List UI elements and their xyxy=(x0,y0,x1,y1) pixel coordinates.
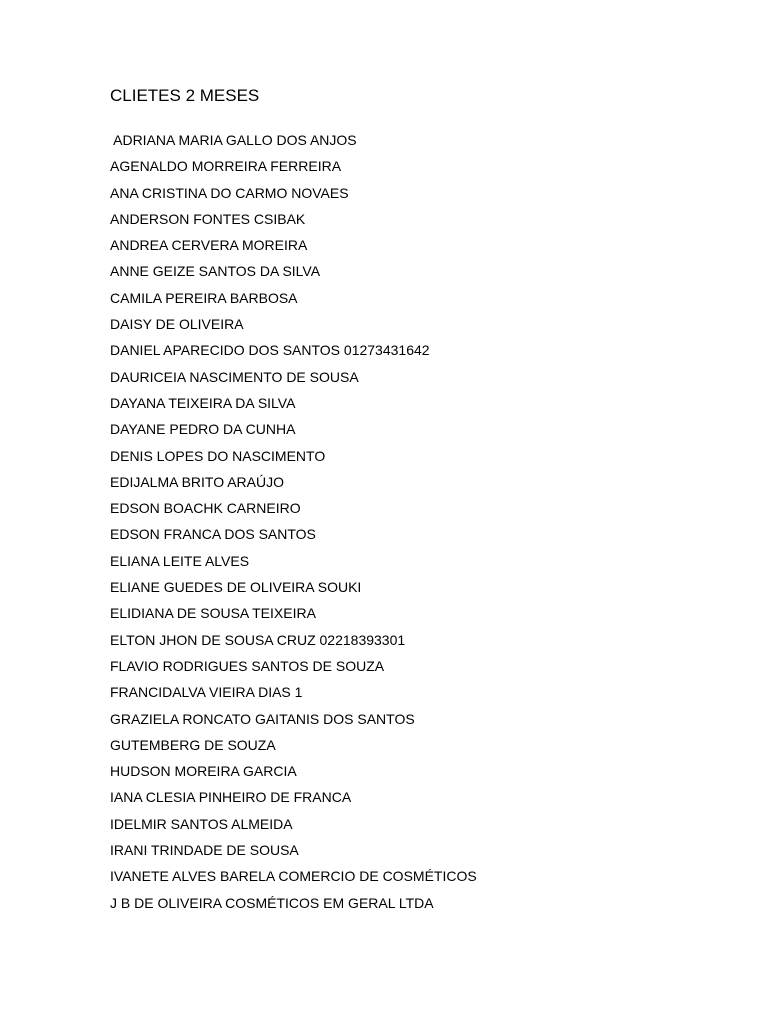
client-name-item: DANIEL APARECIDO DOS SANTOS 01273431642 xyxy=(110,342,430,359)
client-name-item: IVANETE ALVES BARELA COMERCIO DE COSMÉTICOS xyxy=(110,868,477,885)
client-name-item: ADRIANA MARIA GALLO DOS ANJOS xyxy=(110,132,357,148)
client-name-item: CAMILA PEREIRA BARBOSA xyxy=(110,289,298,306)
client-name-item: ELTON JHON DE SOUSA CRUZ 02218393301 xyxy=(110,631,406,648)
client-name-list xyxy=(110,131,477,920)
document-title: CLIETES 2 MESES xyxy=(110,86,260,105)
client-name-item: ELIANA LEITE ALVES xyxy=(110,552,250,569)
client-name-item: ELIANE GUEDES DE OLIVEIRA SOUKI xyxy=(110,579,362,596)
client-name-item: GRAZIELA RONCATO GAITANIS DOS SANTOS xyxy=(110,710,415,727)
client-name-item: DAISY DE OLIVEIRA xyxy=(110,316,244,333)
client-name-item: J B DE OLIVEIRA COSMÉTICOS EM GERAL LTDA xyxy=(110,894,434,911)
client-name-item: DAYANA TEIXEIRA DA SILVA xyxy=(110,394,296,411)
client-name-item: ANDERSON FONTES CSIBAK xyxy=(110,210,306,227)
client-name-item: IANA CLESIA PINHEIRO DE FRANCA xyxy=(110,789,352,806)
client-name-item: HUDSON MOREIRA GARCIA xyxy=(110,763,297,780)
client-name-item: ELIDIANA DE SOUSA TEIXEIRA xyxy=(110,605,316,622)
client-name-item: EDSON BOACHK CARNEIRO xyxy=(110,500,301,517)
client-name-item: FRANCIDALVA VIEIRA DIAS 1 xyxy=(110,684,303,701)
client-name-item: EDIJALMA BRITO ARAÚJO xyxy=(110,473,285,490)
client-name-item: DAYANE PEDRO DA CUNHA xyxy=(110,421,296,438)
client-name-item: ANNE GEIZE SANTOS DA SILVA xyxy=(110,263,321,280)
client-name-item: EDSON FRANCA DOS SANTOS xyxy=(110,526,316,543)
client-name-item: IDELMIR SANTOS ALMEIDA xyxy=(110,815,293,832)
client-name-item: DENIS LOPES DO NASCIMENTO xyxy=(110,447,326,464)
client-name-item: IRANI TRINDADE DE SOUSA xyxy=(110,842,299,859)
client-name-item: FLAVIO RODRIGUES SANTOS DE SOUZA xyxy=(110,657,385,674)
client-name-item: DAURICEIA NASCIMENTO DE SOUSA xyxy=(110,368,359,385)
client-name-item: AGENALDO MORREIRA FERREIRA xyxy=(110,158,342,175)
client-name-item: ANA CRISTINA DO CARMO NOVAES xyxy=(110,184,349,201)
client-name-item: ANDREA CERVERA MOREIRA xyxy=(110,237,308,254)
client-name-item: GUTEMBERG DE SOUZA xyxy=(110,736,276,753)
